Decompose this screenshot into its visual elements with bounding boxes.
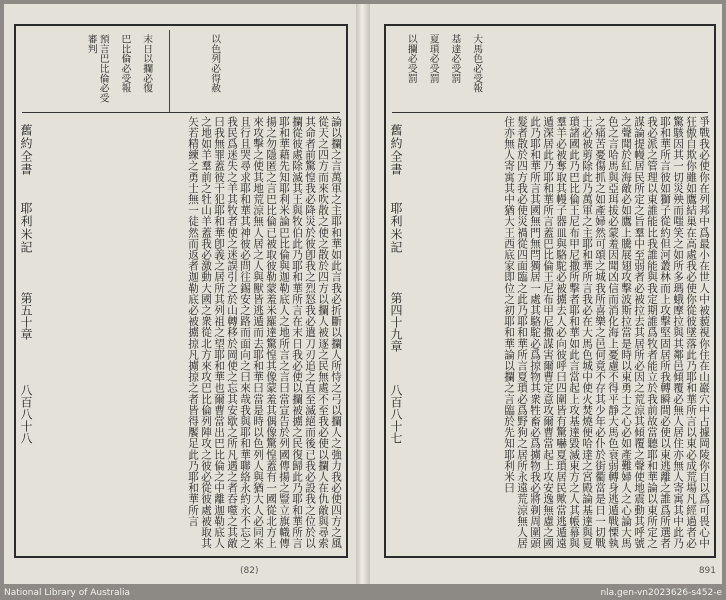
left-page-title: 舊約全書 bbox=[19, 124, 33, 176]
right-page-stamp: 891 bbox=[698, 566, 716, 576]
left-main-text bbox=[38, 116, 342, 552]
left-note-3: 預言巴比倫必受審判 bbox=[85, 34, 109, 103]
left-page bbox=[4, 4, 356, 584]
right-note-1: 大馬色必受報 bbox=[471, 34, 483, 93]
right-page-book: 耶利米記 bbox=[389, 202, 403, 254]
right-note-2: 基達必受罰 bbox=[449, 34, 461, 83]
left-page-chapter: 第五十章 bbox=[19, 292, 33, 340]
right-note-3: 夏瑣必受罰 bbox=[427, 34, 439, 83]
right-page-chapter: 第四十九章 bbox=[389, 292, 403, 352]
right-upper-notes bbox=[396, 34, 492, 108]
right-page-frame bbox=[384, 24, 716, 558]
right-page bbox=[370, 4, 722, 584]
right-page-number: 八百八十七 bbox=[389, 384, 403, 444]
left-upper-notes-b bbox=[190, 34, 230, 108]
book-gutter bbox=[356, 4, 370, 584]
left-note-4: 以色列必得赦 bbox=[209, 34, 221, 93]
footer-library-name: National Library of Australia bbox=[4, 588, 131, 598]
left-page-frame bbox=[14, 24, 348, 558]
right-main-paragraph: 爭戰我必使你在列邦中爲最小在世人中被藐視你住在山巖穴中占據岡陵你自以爲可畏心中狂傲自欺你雖如鷹結巢在高處我必使你從彼墜落此乃耶和華所言以東必成荒場凡經過者必驚駭因其一切災殃而嗤笑之如所多瑪蛾摩拉與其鄰邑傾覆必無人居住亦無人寄寓其中此乃耶和華所言彼如獅子從約但河叢林而上攻擊堅固居所我轉瞬間必使以東逃離之誰爲所選者我必派之管理以東誰能比我誰能與我定期誰爲牧者能立於我前故當聽耶和華論以東所定之謀論提幔居民所定之旨羣中至弱者必被拉去其居所必因之荒涼其傾覆之聲使地震動其呼號之聲聞於紅海敵必如鷹上騰展翅攻擊波斯拉當是時以東勇士之心必如產難婦人之心論大馬色之言哈馬與亞珥拔必蒙羞因聞凶信而消化海上憂慮不得平靜大馬色衰弱轉身逃遁戰慄執之痛苦憂傷抓之如產婦然可頌之城我所喜樂之邑何竟不存其少年必仆於街衢當是日一切戰士必被剪除此乃萬軍之主耶和華所言我必在大馬色城中使火焚燒便哈達之宮殿論基達與夏瑣諸國此乃巴比倫王尼布甲尼撒所擊者耶和華如此言當起上攻基達毀滅東方之人其帳幕與羣羊必被奪取其幔子器皿與駱駝必被擄去人必向彼呼曰四圍皆有驚嚇夏瑣居民歟當逃遁遠遁深居此乃耶和華所言蓋巴比倫王尼布甲尼撒謀害爾曹定意攻爾曹當起上攻安逸無慮之國此乃耶和華所言其國無門無閂獨居一處其駱駝必爲掠物其衆牲畜必爲擄物我必將剃周圍頭髮者散於四方我必使災禍從四面臨之此乃耶和華所言夏瑣必爲野狗之居所永遠荒涼無人居住亦無人寄寓其中猶大王西底家即位之初耶和華論以攔之言臨於先知耶利米曰 bbox=[503, 116, 710, 549]
right-note-4: 以攔必受罰 bbox=[405, 34, 417, 83]
right-upper-notes-area bbox=[392, 30, 708, 113]
right-page-title: 舊約全書 bbox=[389, 124, 403, 176]
left-note-1: 末日以攔必復 bbox=[141, 34, 153, 93]
left-upper-notes bbox=[85, 34, 162, 108]
left-main-paragraph: 論以攔之言萬軍之主耶和華如此言我必折斷以攔人所恃之弓以攔人之強力我必使四方之風從天之四方而來吹散之使之散於四方以攔人被逐之民無處不至我必使以攔人在仇敵與尋索其命者前驚惶我必降災於彼卽我之烈怒我必遣刀刃追之直至滅絕而後已我必設我之位於以攔從彼處除滅其王與牧伯此乃耶和華所言在末日我必使以攔被擄之民復歸此乃耶和華所言耶和華藉先知耶利米論巴比倫與迦勒底人之地所言之言曰當宣告於列國傳揚之豎立旗幟傳揚之勿隱匿之言巴比倫已被取彼勒蒙羞米羅達驚惶其像蒙羞其偶像驚惶蓋有一國從北方上來攻擊之使其地荒涼無人居之人與獸皆逃遁而去耶和華曰當是時以色列人與猶大人必同來且行且哭尋求耶和華其神彼必問往錫安之路而面向之曰來哉我與耶和華聯絡永約永不忘之我民爲迷失之羊其牧者使之迷誤引之於山轉移於岡使之忘其安歇之所凡遇之者吞噬之其敵曰我無罪蓋彼干犯耶和華卽義之居所其列祖之望耶和華也爾曹當出巴比倫之中離迦勒底人之地如羊羣前之牡山羊蓋我必激動大國之衆從北方來攻巴比倫列陣攻之彼必從彼處被取其矢若精練之勇士無一徒然而返者迦勒底必被擄掠凡擄掠之者皆得饜足此乃耶和華所言 bbox=[187, 116, 342, 549]
left-note-rule bbox=[169, 30, 170, 112]
left-page-book: 耶利米記 bbox=[19, 202, 33, 254]
left-page-stamp: (82) bbox=[240, 566, 259, 576]
book-spread bbox=[4, 4, 722, 584]
left-upper-notes-area bbox=[22, 30, 340, 113]
right-main-text bbox=[410, 116, 710, 552]
footer-identifier: nla.gen-vn2023626-s452-e bbox=[600, 588, 722, 598]
left-page-number: 八百八十八 bbox=[19, 384, 33, 444]
left-note-2: 巴比倫必受報 bbox=[119, 34, 131, 93]
